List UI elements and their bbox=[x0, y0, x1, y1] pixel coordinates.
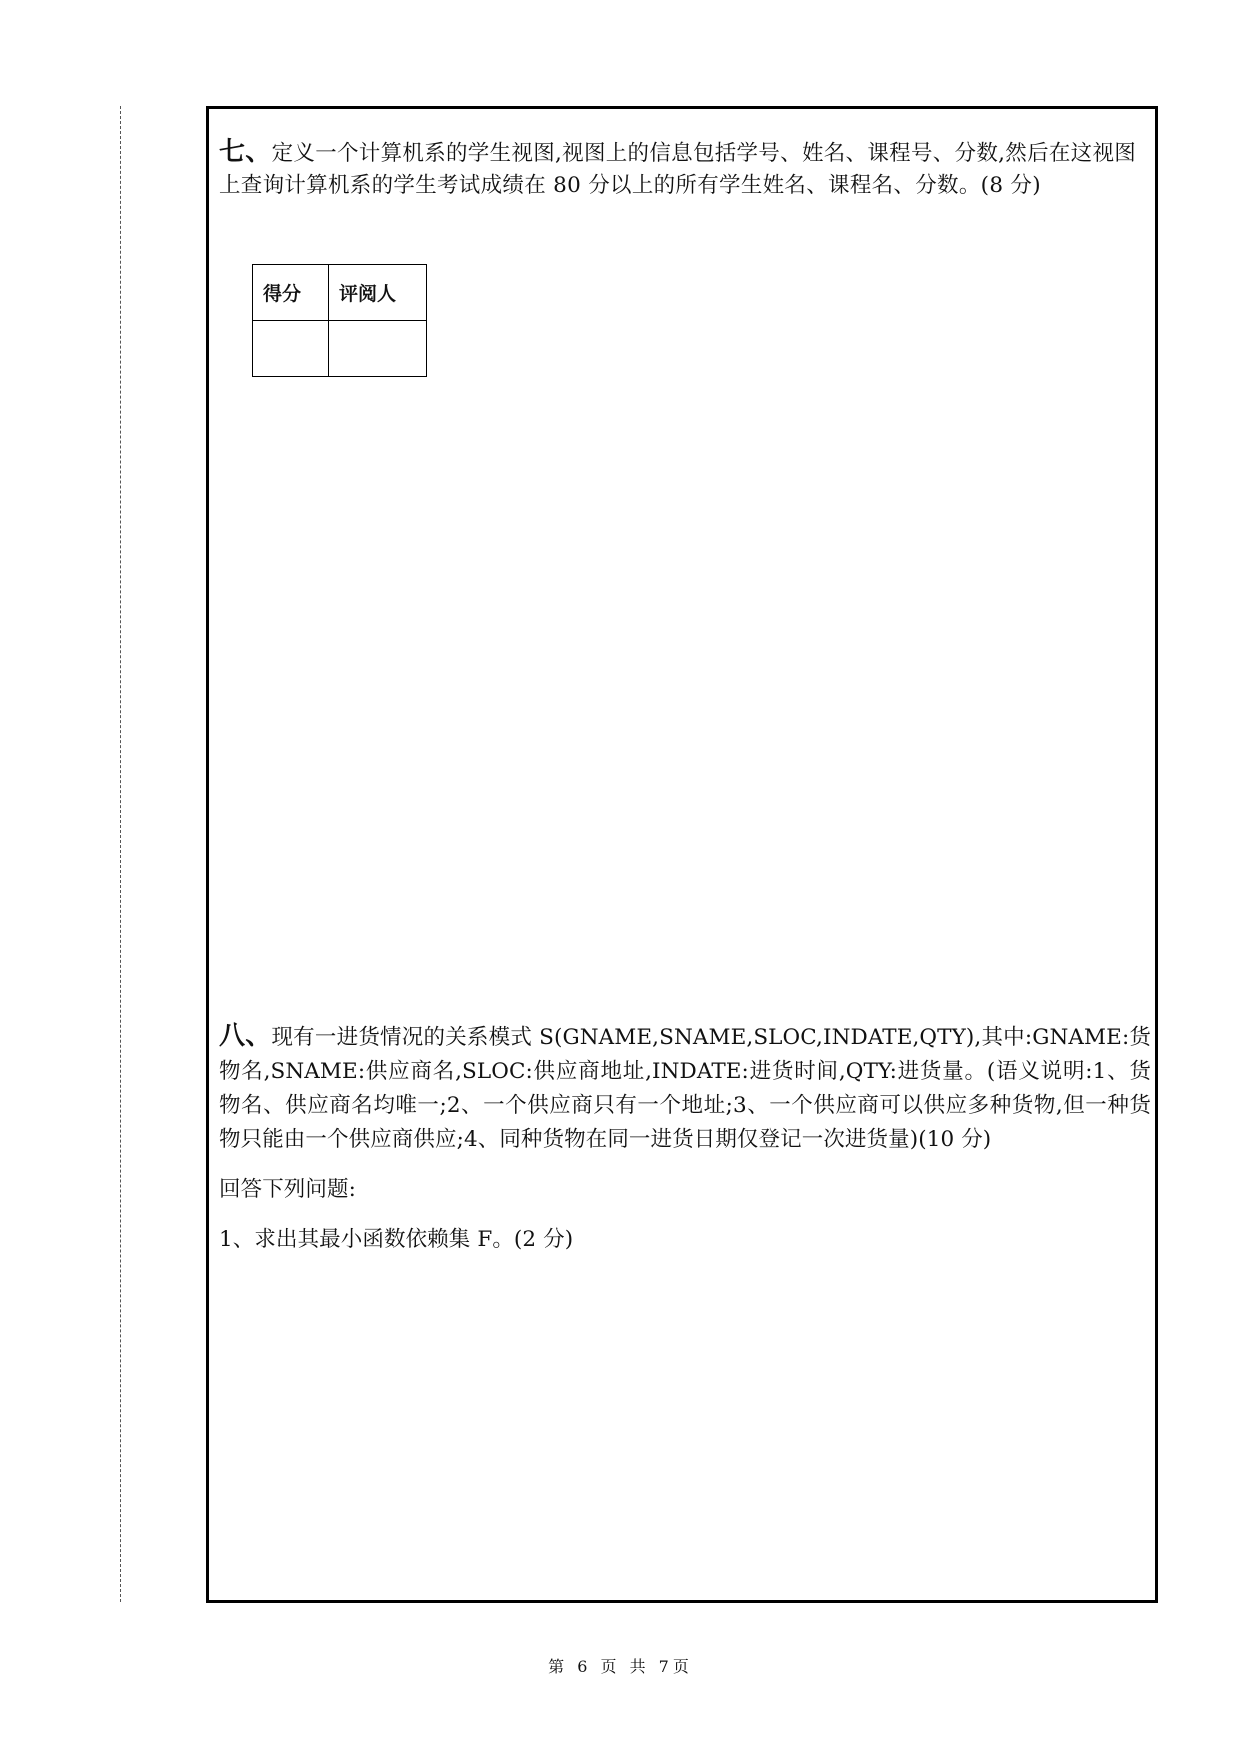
binding-dashed-line bbox=[120, 106, 121, 1602]
grader-header: 评阅人 bbox=[329, 265, 427, 321]
question-7-number: 七、 bbox=[219, 137, 272, 167]
question-8-prompt: 回答下列问题: bbox=[219, 1177, 356, 1202]
question-8-intro bbox=[219, 1019, 1151, 1157]
question-8-number: 八、 bbox=[219, 1021, 272, 1051]
grader-cell[interactable] bbox=[329, 321, 427, 377]
score-header: 得分 bbox=[253, 265, 329, 321]
page-footer: 第 6 页 共 7页 bbox=[548, 1657, 693, 1676]
question-8-subquestion-1: 1、求出其最小函数依赖集 F。(2 分) bbox=[219, 1227, 574, 1252]
question-7 bbox=[219, 136, 1151, 202]
score-table bbox=[252, 264, 427, 377]
question-7-text: 定义一个计算机系的学生视图,视图上的信息包括学号、姓名、课程号、分数,然后在这视图上查询计算机系的学生考试成绩在 80 分以上的所有学生姓名、课程名、分数。(8 分) bbox=[219, 141, 1137, 198]
question-8 bbox=[219, 1019, 1151, 1257]
score-table-input-row bbox=[253, 321, 427, 377]
question-8-text: 现有一进货情况的关系模式 S(GNAME,SNAME,SLOC,INDATE,QTY),其中:GNAME:货物名,SNAME:供应商名,SLOC:供应商地址,INDATE:进货时间,QTY:进货量。(语义说明:1、货物名、供应商名均唯一;2、一个供应商只有一个地址;3、一个供应商可以供应多种货物,但一种货物只能由一个供应商供应;4、同种货物在同一进货日期仅登记一次进货量)(10 分) bbox=[219, 1025, 1152, 1152]
score-cell[interactable] bbox=[253, 321, 329, 377]
score-table-header-row bbox=[253, 265, 427, 321]
